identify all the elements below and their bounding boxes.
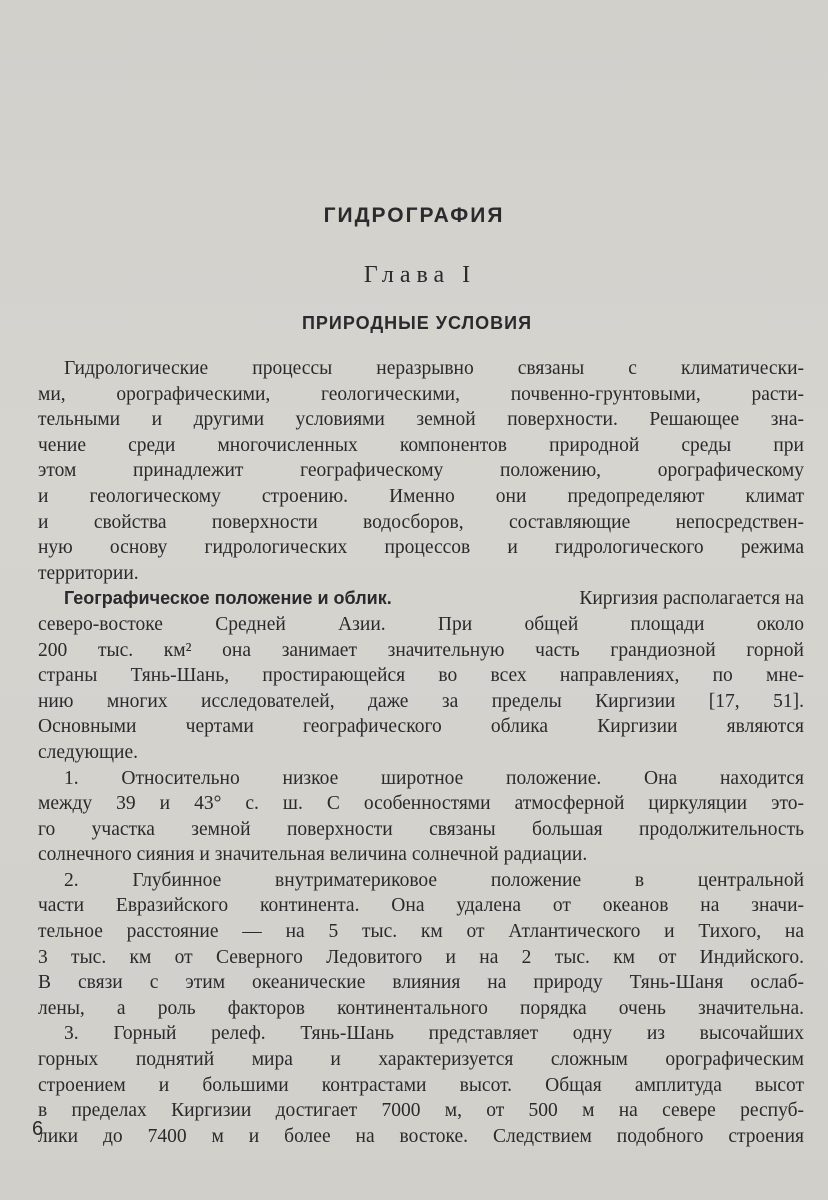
paragraph-heading: Географическое положение и облик. bbox=[64, 588, 392, 609]
text-line: территории. bbox=[38, 562, 139, 584]
text-line: горных поднятий мира и характеризуется сложным орографическим bbox=[38, 1049, 804, 1071]
text-line: лики до 7400 м и более на востоке. Следствием подобного строения bbox=[38, 1125, 804, 1147]
chapter-title: ПРИРОДНЫЕ УСЛОВИЯ bbox=[301, 313, 533, 333]
text-line: 200 тыс. км² она занимает значительную часть грандиозной горной bbox=[38, 639, 804, 661]
text-line: части Евразийского континента. Она удалена от океанов на значи- bbox=[38, 895, 804, 917]
text-line: солнечного сияния и значительная величина солнечной радиации. bbox=[38, 844, 588, 866]
text-line: чение среди многочисленных компонентов природной среды при bbox=[38, 434, 804, 456]
text-line: го участка земной поверхности связаны большая продолжительность bbox=[38, 818, 804, 840]
text-line: В связи с этим океанические влияния на природу Тянь-Шаня ослаб- bbox=[38, 972, 804, 994]
text-line: ми, орографическими, геологическими, почвенно-грунтовыми, расти- bbox=[38, 383, 804, 405]
text-line: и геологическому строению. Именно они предопределяют климат bbox=[38, 485, 804, 507]
text-line: нию многих исследователей, даже за пределы Киргизии [17, 51]. bbox=[38, 690, 804, 712]
paragraph-heading-line bbox=[38, 586, 804, 612]
text-line: тельное расстояние — на 5 тыс. км от Атлантического и Тихого, на bbox=[38, 921, 804, 943]
text-line: Основными чертами географического облика Киргизии являются bbox=[38, 716, 804, 738]
text-fragment: Киргизия располагается на bbox=[579, 588, 804, 610]
chapter-label: Глава I bbox=[363, 262, 477, 288]
text-line: тельными и другими условиями земной поверхности. Решающее зна- bbox=[38, 409, 804, 431]
text-line: в пределах Киргизии достигает 7000 м, от 500 м на севере респуб- bbox=[38, 1100, 804, 1122]
text-line: 1. Относительно низкое широтное положение. Она находится bbox=[64, 767, 804, 789]
text-line: между 39 и 43° с. ш. С особенностями атмосферной циркуляции это- bbox=[38, 793, 804, 815]
page-number: 6 bbox=[32, 1118, 44, 1140]
text-line: ную основу гидрологических процессов и гидрологического режима bbox=[38, 537, 804, 559]
text-line: строением и большими контрастами высот. Общая амплитуда высот bbox=[38, 1074, 804, 1096]
text-line: следующие. bbox=[38, 741, 139, 763]
text-line: 3. Горный релеф. Тянь-Шань представляет одну из высочайших bbox=[64, 1023, 804, 1045]
text-line: этом принадлежит географическому положению, орографическому bbox=[38, 460, 804, 482]
text-line: лены, а роль факторов континентального порядка очень значительна. bbox=[38, 997, 804, 1019]
text-line: Гидрологические процессы неразрывно связаны с климатически- bbox=[64, 358, 804, 379]
text-line: 2. Глубинное внутриматериковое положение в центральной bbox=[64, 869, 804, 891]
text-line: и свойства поверхности водосборов, составляющие непосредствен- bbox=[38, 511, 804, 533]
text-line: северо-востоке Средней Азии. При общей площади около bbox=[38, 613, 804, 635]
text-line: 3 тыс. км от Северного Ледовитого и на 2 тыс. км от Индийского. bbox=[38, 946, 804, 968]
text-line: страны Тянь-Шань, простирающейся во всех направлениях, по мне- bbox=[38, 665, 804, 687]
body-text bbox=[38, 356, 804, 1149]
section-title: ГИДРОГРАФИЯ bbox=[323, 204, 505, 227]
